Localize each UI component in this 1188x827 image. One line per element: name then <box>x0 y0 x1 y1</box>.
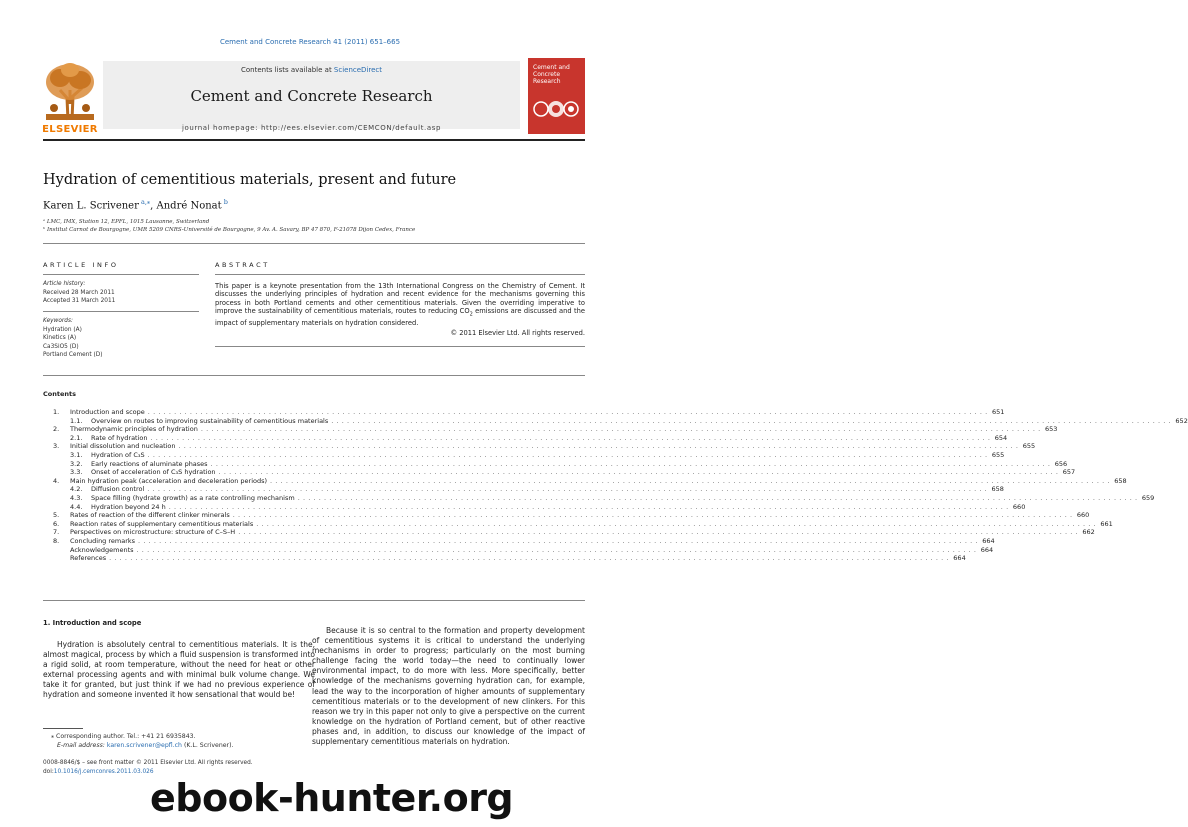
toc-page-number: 654 <box>994 433 1008 442</box>
toc-entry[interactable] <box>53 442 1036 451</box>
article-history <box>43 280 115 306</box>
footnote-rule <box>43 728 83 729</box>
toc-title[interactable]: Diffusion control <box>91 485 145 494</box>
toc-leader-dots: ................................................................................................................................................................ <box>136 545 980 554</box>
abstract-rule <box>215 274 585 275</box>
toc-title[interactable]: Hydration beyond 24 h <box>91 502 166 511</box>
affiliation-b: ᵇ Institut Carnot de Bourgogne, UMR 5209 CNRS-Université de Bourgogne, 9 Av. A. Savary, BP 47 870, F-21078 Dijon Cedex, France <box>43 227 416 233</box>
author-scrivener: Karen L. Scrivener <box>43 200 139 212</box>
toc-number: 8. <box>53 536 60 545</box>
toc-page-number: 661 <box>1100 519 1113 528</box>
toc-leader-dots: ................................................................................................................................................................ <box>331 416 1174 425</box>
toc-leader-dots: ................................................................................................................................................................ <box>138 536 981 545</box>
toc-entry[interactable] <box>53 425 1058 434</box>
keyword-item: Portland Cement (D) <box>43 352 103 358</box>
journal-citation[interactable]: Cement and Concrete Research 41 (2011) 651–665 <box>219 38 401 46</box>
header-rule <box>43 139 585 141</box>
affiliation-rule <box>43 243 585 244</box>
toc-number: 3.1. <box>70 450 83 459</box>
keywords-label: Keywords: <box>43 318 73 324</box>
toc-entry[interactable] <box>53 408 1005 417</box>
keyword-item: Hydration (A) <box>43 326 82 333</box>
contents-top-rule <box>43 375 585 376</box>
contents-heading: Contents <box>43 390 76 398</box>
toc-leader-dots: ................................................................................................................................................................ <box>200 425 1044 434</box>
toc-number: 1. <box>53 408 60 416</box>
toc-title[interactable]: References <box>70 554 107 563</box>
toc-leader-dots: ................................................................................................................................................................ <box>232 511 1076 520</box>
cover-circles-art <box>531 92 581 126</box>
email-link[interactable]: karen.scrivener@epfl.ch <box>106 742 182 749</box>
toc-page-number: 652 <box>1175 416 1188 425</box>
toc-entry[interactable] <box>53 528 1095 537</box>
history-label: Article history: <box>43 281 86 287</box>
toc-leader-dots: ................................................................................................................................................................ <box>147 408 991 416</box>
corresponding-author-mark[interactable]: ⁎ <box>146 198 151 206</box>
doi-line <box>43 769 154 775</box>
contents-prefix: Contents lists available at <box>240 66 334 74</box>
toc-leader-dots: ................................................................................................................................................................ <box>150 433 994 442</box>
toc-number: 4.4. <box>70 502 83 511</box>
author-list <box>43 198 228 211</box>
contents-bottom-rule <box>43 600 585 601</box>
received-date: Received 28 March 2011 <box>43 289 115 296</box>
toc-page-number: 660 <box>1076 511 1090 520</box>
toc-title[interactable]: Rate of hydration <box>91 433 148 442</box>
accepted-date: Accepted 31 March 2011 <box>43 298 116 304</box>
cover-title: Cement and Concrete Research <box>533 64 570 85</box>
email-label: E-mail address: <box>57 742 107 749</box>
toc-title[interactable]: Acknowledgements <box>70 545 134 554</box>
email-suffix: (K.L. Scrivener). <box>181 742 234 749</box>
toc-page-number: 653 <box>1045 425 1058 434</box>
keyword-item: Ca3SiO5 (D) <box>43 343 79 350</box>
abstract-text-part2: emissions are discussed and the impact of supplementary materials on hydration considered. <box>215 307 585 327</box>
sciencedirect-link[interactable]: ScienceDirect <box>333 66 383 74</box>
toc-leader-dots: ................................................................................................................................................................ <box>218 468 1062 477</box>
doi-link[interactable]: 10.1016/j.cemconres.2011.03.026 <box>53 769 154 775</box>
abstract-subscript: 2 <box>469 311 473 318</box>
affiliation-a: ᵃ LMC, IMX, Station 12, EPFL, 1015 Lausanne, Switzerland <box>43 219 210 225</box>
body-paragraph-right: Because it is so central to the formation and property development of cementitious systems it is critical to understand the underlying mechanisms in order to progress; particularly on the most burning challenge facing the world today—the need to continually lower environmental impact, to do more with less. More specifically, better knowledge of the mechanisms governing hydration can, for example, lead the way to the incorporation of higher amounts of supplementary cementitious materials or to the development of new clinkers. For this reason we try in this paper not only to give a perspective on the current knowledge on the hydration of Portland cement, but of other reactive phases and, in addition, to discuss our knowledge of the impact of supplementary cementitious materials on hydration. <box>312 626 585 747</box>
toc-entry[interactable] <box>53 450 1005 460</box>
toc-entry[interactable] <box>53 493 1155 503</box>
toc-leader-dots: ................................................................................................................................................................ <box>238 528 1081 537</box>
toc-page-number: 658 <box>991 485 1004 494</box>
toc-page-number: 659 <box>1141 493 1155 502</box>
author1-affiliation-mark[interactable]: a, <box>138 198 147 206</box>
author2-affiliation-mark[interactable]: b <box>221 198 228 206</box>
toc-page-number: 655 <box>1022 442 1036 451</box>
keyword-item: Kinetics (A) <box>43 335 77 341</box>
toc-leader-dots: ................................................................................................................................................................ <box>168 502 1012 511</box>
toc-page-number: 657 <box>1062 468 1076 477</box>
toc-page-number: 655 <box>991 450 1005 459</box>
toc-leader-dots: ................................................................................................................................................................ <box>297 493 1141 502</box>
toc-title[interactable]: Onset of acceleration of C₃S hydration <box>91 468 216 477</box>
issn-line: 0008-8846/$ – see front matter © 2011 Elsevier Ltd. All rights reserved. <box>43 760 253 766</box>
corresponding-author-footnote: ⁎ Corresponding author. Tel.: +41 21 6935843. <box>51 733 196 740</box>
section-heading: 1. Introduction and scope <box>43 619 142 627</box>
toc-page-number: 658 <box>1114 476 1127 485</box>
toc-entry[interactable] <box>53 416 1188 426</box>
toc-entry[interactable] <box>53 536 995 546</box>
elsevier-tree-logo <box>40 60 100 132</box>
toc-title[interactable]: Initial dissolution and nucleation <box>70 442 176 451</box>
abstract-bottom-rule <box>215 346 585 347</box>
toc-number: 3.2. <box>70 459 83 468</box>
keywords-block <box>43 317 102 360</box>
toc-title[interactable]: Introduction and scope <box>70 408 145 416</box>
toc-page-number: 664 <box>982 536 995 545</box>
toc-number: 3.3. <box>70 468 83 477</box>
article-info-heading: ARTICLE INFO <box>43 261 119 269</box>
author-separator: , <box>150 200 157 212</box>
table-of-contents <box>53 408 1188 563</box>
toc-number: 7. <box>53 528 60 537</box>
toc-title[interactable]: Concluding remarks <box>70 536 136 545</box>
toc-entry[interactable] <box>53 468 1076 477</box>
toc-entry[interactable] <box>53 519 1113 529</box>
toc-leader-dots: ................................................................................................................................................................ <box>109 554 952 563</box>
article-title: Hydration of cementitious materials, present and future <box>43 172 457 188</box>
watermark-text: ebook-hunter.org <box>150 776 514 820</box>
doi-label: doi: <box>43 769 54 775</box>
abstract-heading: ABSTRACT <box>215 261 270 269</box>
toc-title[interactable]: Thermodynamic principles of hydration <box>70 425 198 434</box>
toc-entry[interactable] <box>53 554 966 563</box>
toc-page-number: 651 <box>991 408 1005 416</box>
toc-number: 5. <box>53 511 60 520</box>
contents-available-line <box>103 66 520 74</box>
toc-leader-dots: ................................................................................................................................................................ <box>147 450 991 459</box>
toc-leader-dots: ................................................................................................................................................................ <box>270 476 1113 485</box>
toc-title[interactable]: Hydration of C₃S <box>91 450 145 459</box>
toc-number: 1.1. <box>70 416 83 425</box>
toc-title[interactable]: Early reactions of aluminate phases <box>91 459 208 468</box>
abstract-copyright: © 2011 Elsevier Ltd. All rights reserved. <box>450 329 585 337</box>
toc-number: 4.3. <box>70 493 83 502</box>
toc-leader-dots: ................................................................................................................................................................ <box>147 485 990 494</box>
keywords-rule <box>43 311 199 312</box>
journal-title[interactable]: Cement and Concrete Research <box>190 87 433 105</box>
toc-entry[interactable] <box>53 502 1026 512</box>
toc-title[interactable]: Overview on routes to improving sustainability of cementitious materials <box>91 416 329 425</box>
toc-entry[interactable] <box>53 485 1004 494</box>
toc-entry[interactable] <box>53 511 1090 520</box>
toc-number: 4. <box>53 476 60 485</box>
toc-title[interactable]: Space filling (hydrate growth) as a rate controlling mechanism <box>91 493 295 502</box>
journal-homepage-link[interactable]: journal homepage: http://ees.elsevier.com/CEMCON/default.asp <box>181 124 442 132</box>
toc-entry[interactable] <box>53 545 994 555</box>
toc-page-number: 656 <box>1054 459 1068 468</box>
elsevier-wordmark: ELSEVIER <box>42 124 98 135</box>
toc-entry[interactable] <box>53 476 1127 486</box>
toc-leader-dots: ................................................................................................................................................................ <box>210 459 1054 468</box>
abstract-text-part1: This paper is a keynote presentation from the 13th International Congress on the Chemistry of Cement. It discusses the underlying principles of hydration and recent evidence for the mechanisms governing this process in both Portland cements and other cementitious materials. Given the overriding imperative to improve the sustainability of cementitious materials, routes to reducing CO <box>215 282 585 316</box>
toc-number: 2.1. <box>70 433 83 442</box>
toc-title[interactable]: Rates of reaction of the different clinker minerals <box>70 511 230 520</box>
toc-leader-dots: ................................................................................................................................................................ <box>256 519 1099 528</box>
toc-title[interactable]: Perspectives on microstructure: structure of C–S–H <box>70 528 236 537</box>
toc-number: 6. <box>53 519 60 528</box>
email-footnote <box>57 742 234 749</box>
toc-title[interactable]: Main hydration peak (acceleration and deceleration periods) <box>70 476 268 485</box>
toc-page-number: 662 <box>1082 528 1095 537</box>
toc-entry[interactable] <box>53 459 1068 469</box>
toc-page-number: 664 <box>953 554 966 563</box>
toc-number: 3. <box>53 442 60 451</box>
toc-page-number: 660 <box>1012 502 1026 511</box>
toc-number: 4.2. <box>70 485 83 494</box>
toc-entry[interactable] <box>53 433 1008 443</box>
body-paragraph-left: Hydration is absolutely central to cementitious materials. It is the, almost magical, process by which a fluid suspension is transformed into a rigid solid, at room temperature, without the need for heat or other external processing agents and with minimal bulk volume change. We take it for granted, but just think if we had no previous experience of hydration and someone invented it how sensational that would be! <box>43 640 315 700</box>
toc-title[interactable]: Reaction rates of supplementary cementitious materials <box>70 519 254 528</box>
toc-page-number: 664 <box>980 545 994 554</box>
author-nonat: André Nonat <box>156 200 222 212</box>
toc-leader-dots: ................................................................................................................................................................ <box>178 442 1022 451</box>
article-info-rule <box>43 274 199 275</box>
abstract-text <box>215 282 585 327</box>
toc-number: 2. <box>53 425 60 434</box>
